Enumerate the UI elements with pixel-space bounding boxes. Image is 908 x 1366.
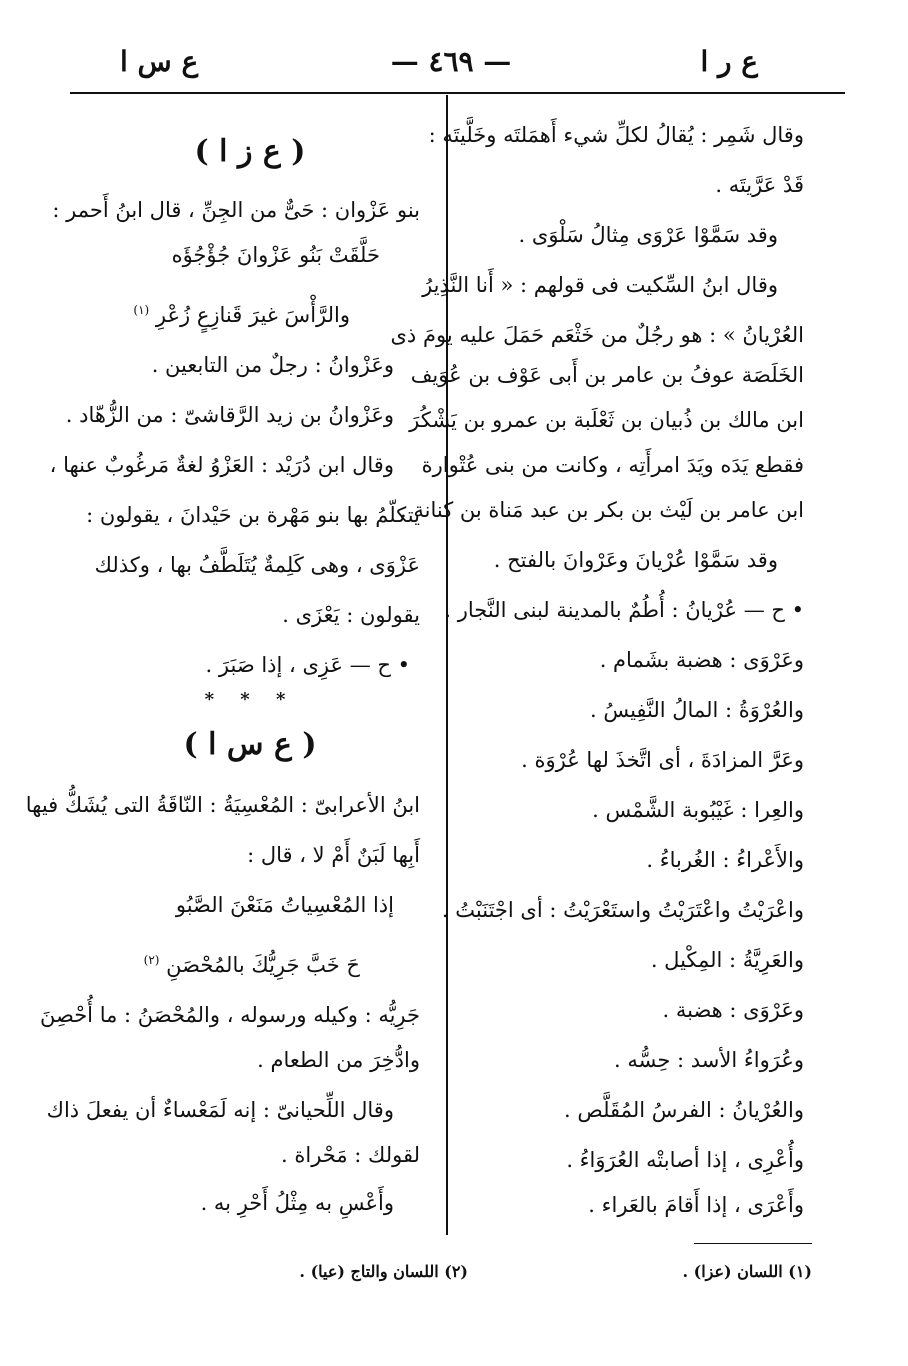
- text-line: وعَرْوَى : هضبة .: [662, 998, 804, 1022]
- header-left-root: ع س ا: [120, 45, 199, 78]
- text-line: والعُرْيانُ : الفرسُ المُقَلَّص .: [564, 1098, 804, 1122]
- text-line: الخَلَصَة عوفُ بن عامر بن أَبى عَوْف بن عُوَيف: [410, 363, 804, 387]
- text-line: جَرِيُّه : وكيله ورسوله ، والمُحْصَنُ : ما أُحْصِنَ: [40, 1003, 420, 1027]
- page-number: — ٤٦٩ —: [390, 45, 512, 78]
- section-separator: * * *: [204, 689, 296, 710]
- text-line: يقولون : يَعْزَى .: [282, 603, 420, 627]
- text-line: وعُرَواءُ الأسد : حِسُّه .: [614, 1048, 804, 1072]
- text-line: • ح — عَزِى ، إذا صَبَرَ .: [205, 653, 410, 677]
- section-heading-ezza: ( ع ز ا ): [194, 134, 306, 169]
- header-rule: [70, 92, 845, 94]
- header-right-root: ع ر ا: [700, 45, 758, 78]
- text-line: وقال ابنُ السِّكيت فى قولهم : « أَنا النَّذِيرُ: [422, 273, 778, 297]
- text-line: يتكلّمُ بها بنو مَهْرة بن حَيْدانَ ، يقولون :: [86, 503, 420, 527]
- verse-line-wrap: [80, 945, 420, 980]
- text-line: وقال اللِّحيانىّ : إنه لَمَعْساءٌ أن يفعلَ ذاك: [46, 1098, 394, 1122]
- text-line: قَدْ عَرَّيتَه .: [715, 173, 804, 197]
- text-line: وعَرْوَى : هضبة بشَمام .: [599, 648, 804, 672]
- text-line: عَزْوَى ، وهى كَلِمةٌ يُتَلَطَّفُ بها ، وكذلك: [94, 553, 420, 577]
- text-line: فقطع يَدَه ويَدَ امرأَتِه ، وكانت من بنى عُتْوارة: [421, 453, 804, 477]
- text-line: وأُعْرِى ، إذا أصابتْه العُرَوَاءُ .: [566, 1148, 804, 1172]
- column-divider: [446, 95, 448, 1235]
- verse-line: والرَّأْسَ غيرَ قَنازِعٍ زُعْرِ: [155, 303, 350, 327]
- footnote-rule: [694, 1243, 812, 1244]
- footnote-2: (٢) اللسان والتاج (عيا) .: [299, 1262, 468, 1281]
- text-line: وعَزْوانُ بن زيد الرَّقاشىّ : من الزُّهّاد .: [65, 403, 394, 427]
- text-line: ابن عامر بن لَيْث بن بكر بن عبد مَناة بن كنانة .: [400, 498, 804, 522]
- text-line: لقولك : مَحْراة .: [281, 1143, 420, 1167]
- text-line: وأَعْرَى ، إذا أَقامَ بالعَراء .: [588, 1193, 804, 1217]
- text-line: وقد سَمَّوْا عُرْيانَ وعَرْوانَ بالفتح .: [493, 548, 778, 572]
- text-line: والأَعْراءُ : الغُرباءُ .: [646, 848, 804, 872]
- text-line: بنو عَزْوان : حَىٌّ من الجِنِّ ، قال ابنُ أَحمر :: [52, 198, 420, 222]
- verse-line: حَ خَبَّ جَرِيُّكَ بالمُحْصَنِ: [166, 953, 360, 977]
- text-line: • ح — عُرْيانُ : أُطُمٌ بالمدينة لبنى النَّجار .: [444, 598, 804, 622]
- text-line: وأَعْسِ به مِثْلُ أَحْرِ به .: [200, 1191, 394, 1215]
- text-line: واعْرَيْتُ واعْتَرَيْتُ واستَعْرَيْتُ : أى اجْتَنَبْتُ .: [441, 898, 804, 922]
- text-line: والعِرا : غَيْبُوبة الشَّمْس .: [592, 798, 804, 822]
- verse-line: إذا المُعْسِياتُ مَنَعْنَ الصَّبُو: [175, 893, 394, 917]
- text-line: ابنُ الأعرابىّ : المُعْسِيَةُ : النّاقَةُ التى يُشَكُّ فيها: [25, 793, 420, 817]
- text-line: العُرْيانُ » : هو رجُلٌ من خَثْعَم حَمَلَ عليه يومَ ذى: [390, 323, 804, 347]
- text-line: وعَزْوانُ : رجلٌ من التابعين .: [151, 353, 394, 377]
- text-line: وادُّخِرَ من الطعام .: [257, 1048, 420, 1072]
- text-line: أَبِها لَبَنٌ أَمْ لا ، قال :: [247, 843, 420, 867]
- footnote-marker: (١): [133, 303, 150, 317]
- section-heading-esa: ( ع س ا ): [183, 727, 317, 762]
- text-line: وعَرَّ المزادَةَ ، أى اتَّخذَ لها عُرْوَة .: [521, 748, 804, 772]
- footnote-1: (١) اللسان (عزا) .: [682, 1262, 812, 1281]
- footnote-marker: (٢): [143, 953, 160, 967]
- text-line: وقد سَمَّوْا عَرْوَى مِثالُ سَلْوَى .: [518, 223, 778, 247]
- verse-line-wrap: [80, 295, 420, 330]
- text-line: والعَرِيَّةُ : المِكْيل .: [650, 948, 804, 972]
- text-line: ابن مالك بن ذُبيان بن ثَعْلَبة بن عمرو بن يَشْكُرَ: [409, 408, 804, 432]
- text-line: والعُرْوَةُ : المالُ النَّفِيسُ .: [589, 698, 804, 722]
- verse-line: حَلَّقَتْ بَنُو عَزْوانَ جُؤْجُؤَه: [171, 243, 380, 267]
- text-line: وقال شَمِر : يُقالُ لكلِّ شيء أَهمَلتَه وخَلَّيتَه :: [428, 123, 804, 147]
- text-line: وقال ابن دُرَيْد : العَزْوُ لغةٌ مَرغُوبٌ عنها ،: [49, 453, 394, 477]
